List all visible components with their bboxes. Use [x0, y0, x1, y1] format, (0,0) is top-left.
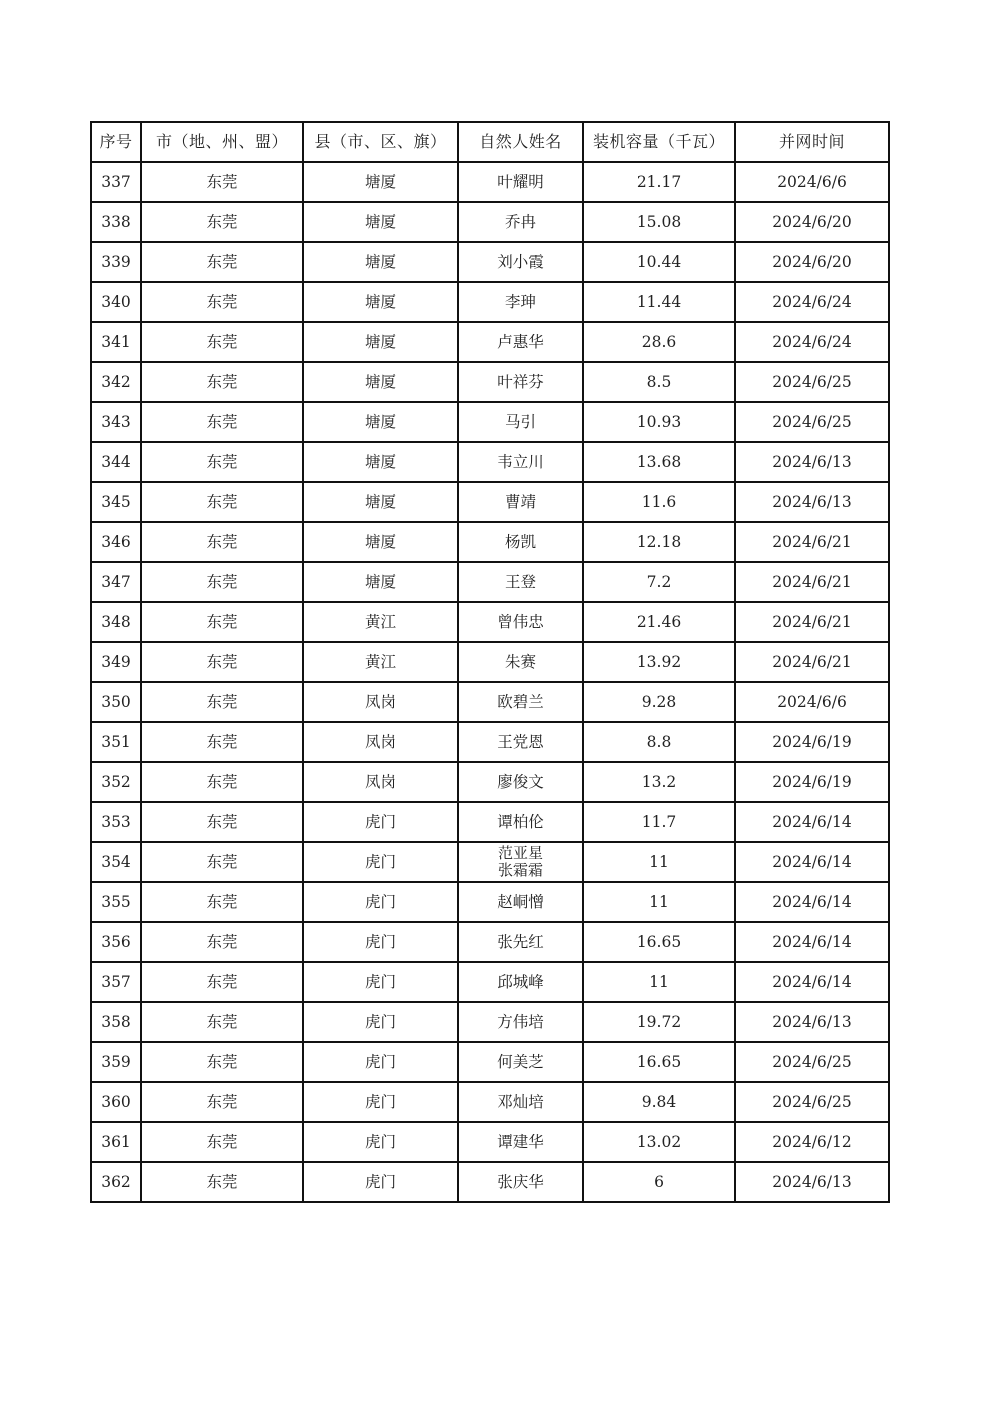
county-cell: 虎门 [303, 802, 458, 842]
county-cell: 虎门 [303, 1122, 458, 1162]
capacity-cell: 12.18 [583, 522, 735, 562]
city-cell: 东莞 [141, 682, 303, 722]
capacity-cell: 13.02 [583, 1122, 735, 1162]
county-cell: 塘厦 [303, 322, 458, 362]
city-cell: 东莞 [141, 442, 303, 482]
capacity-cell: 11 [583, 962, 735, 1002]
county-cell: 虎门 [303, 1082, 458, 1122]
date-cell: 2024/6/21 [735, 602, 889, 642]
grid-connection-table [90, 121, 890, 1203]
capacity-cell: 11 [583, 842, 735, 882]
city-cell: 东莞 [141, 1082, 303, 1122]
person-name-cell: 朱赛 [458, 642, 583, 682]
date-cell: 2024/6/25 [735, 1082, 889, 1122]
serial-number-cell: 346 [91, 522, 141, 562]
table-row [91, 402, 889, 442]
serial-number-cell: 356 [91, 922, 141, 962]
table-row [91, 842, 889, 882]
serial-number-cell: 349 [91, 642, 141, 682]
serial-number-cell: 339 [91, 242, 141, 282]
table-row [91, 442, 889, 482]
header-person-name: 自然人姓名 [458, 122, 583, 162]
table-row [91, 802, 889, 842]
serial-number-cell: 350 [91, 682, 141, 722]
date-cell: 2024/6/25 [735, 402, 889, 442]
person-name-cell: 王登 [458, 562, 583, 602]
table-row [91, 1122, 889, 1162]
capacity-cell: 11 [583, 882, 735, 922]
table-row [91, 922, 889, 962]
person-name-cell: 杨凯 [458, 522, 583, 562]
header-installed-capacity: 装机容量（千瓦） [583, 122, 735, 162]
header-county: 县（市、区、旗） [303, 122, 458, 162]
serial-number-cell: 342 [91, 362, 141, 402]
table-row [91, 322, 889, 362]
table-row [91, 1082, 889, 1122]
date-cell: 2024/6/25 [735, 1042, 889, 1082]
city-cell: 东莞 [141, 242, 303, 282]
county-cell: 黄江 [303, 642, 458, 682]
table-row [91, 1002, 889, 1042]
table-row [91, 682, 889, 722]
person-name-cell: 叶耀明 [458, 162, 583, 202]
date-cell: 2024/6/19 [735, 722, 889, 762]
city-cell: 东莞 [141, 522, 303, 562]
serial-number-cell: 360 [91, 1082, 141, 1122]
city-cell: 东莞 [141, 482, 303, 522]
serial-number-cell: 340 [91, 282, 141, 322]
serial-number-cell: 359 [91, 1042, 141, 1082]
header-city: 市（地、州、盟） [141, 122, 303, 162]
person-name-cell: 邱城峰 [458, 962, 583, 1002]
capacity-cell: 16.65 [583, 1042, 735, 1082]
person-name-cell: 欧碧兰 [458, 682, 583, 722]
table-row [91, 362, 889, 402]
county-cell: 虎门 [303, 842, 458, 882]
county-cell: 塘厦 [303, 562, 458, 602]
county-cell: 凤岗 [303, 682, 458, 722]
serial-number-cell: 338 [91, 202, 141, 242]
person-name-cell: 廖俊文 [458, 762, 583, 802]
county-cell: 塘厦 [303, 362, 458, 402]
table-row [91, 882, 889, 922]
capacity-cell: 8.8 [583, 722, 735, 762]
date-cell: 2024/6/20 [735, 242, 889, 282]
serial-number-cell: 343 [91, 402, 141, 442]
city-cell: 东莞 [141, 642, 303, 682]
city-cell: 东莞 [141, 1042, 303, 1082]
date-cell: 2024/6/13 [735, 1002, 889, 1042]
city-cell: 东莞 [141, 1122, 303, 1162]
city-cell: 东莞 [141, 762, 303, 802]
capacity-cell: 13.2 [583, 762, 735, 802]
serial-number-cell: 361 [91, 1122, 141, 1162]
city-cell: 东莞 [141, 402, 303, 442]
date-cell: 2024/6/21 [735, 522, 889, 562]
city-cell: 东莞 [141, 842, 303, 882]
person-name-cell: 曹靖 [458, 482, 583, 522]
county-cell: 虎门 [303, 922, 458, 962]
city-cell: 东莞 [141, 202, 303, 242]
person-name-cell [458, 842, 583, 882]
county-cell: 塘厦 [303, 442, 458, 482]
capacity-cell: 11.44 [583, 282, 735, 322]
serial-number-cell: 341 [91, 322, 141, 362]
date-cell: 2024/6/14 [735, 962, 889, 1002]
city-cell: 东莞 [141, 1002, 303, 1042]
serial-number-cell: 348 [91, 602, 141, 642]
person-name-cell: 李珅 [458, 282, 583, 322]
date-cell: 2024/6/14 [735, 882, 889, 922]
capacity-cell: 9.28 [583, 682, 735, 722]
capacity-cell: 21.46 [583, 602, 735, 642]
capacity-cell: 28.6 [583, 322, 735, 362]
capacity-cell: 11.7 [583, 802, 735, 842]
capacity-cell: 19.72 [583, 1002, 735, 1042]
capacity-cell: 9.84 [583, 1082, 735, 1122]
table-row [91, 522, 889, 562]
serial-number-cell: 353 [91, 802, 141, 842]
person-name-cell: 方伟培 [458, 1002, 583, 1042]
capacity-cell: 8.5 [583, 362, 735, 402]
serial-number-cell: 345 [91, 482, 141, 522]
serial-number-cell: 358 [91, 1002, 141, 1042]
county-cell: 塘厦 [303, 242, 458, 282]
capacity-cell: 13.92 [583, 642, 735, 682]
county-cell: 凤岗 [303, 762, 458, 802]
city-cell: 东莞 [141, 362, 303, 402]
city-cell: 东莞 [141, 802, 303, 842]
capacity-cell: 21.17 [583, 162, 735, 202]
person-name-cell: 韦立川 [458, 442, 583, 482]
city-cell: 东莞 [141, 1162, 303, 1202]
city-cell: 东莞 [141, 322, 303, 362]
table-row [91, 602, 889, 642]
serial-number-cell: 337 [91, 162, 141, 202]
capacity-cell: 10.44 [583, 242, 735, 282]
table-row [91, 202, 889, 242]
date-cell: 2024/6/14 [735, 802, 889, 842]
capacity-cell: 16.65 [583, 922, 735, 962]
table-row [91, 962, 889, 1002]
person-name-cell: 王党恩 [458, 722, 583, 762]
city-cell: 东莞 [141, 562, 303, 602]
table-row [91, 762, 889, 802]
county-cell: 虎门 [303, 1002, 458, 1042]
county-cell: 虎门 [303, 962, 458, 1002]
county-cell: 塘厦 [303, 522, 458, 562]
person-name-cell: 张庆华 [458, 1162, 583, 1202]
person-name-cell: 叶祥芬 [458, 362, 583, 402]
date-cell: 2024/6/25 [735, 362, 889, 402]
serial-number-cell: 362 [91, 1162, 141, 1202]
person-name-cell: 卢惠华 [458, 322, 583, 362]
county-cell: 虎门 [303, 1042, 458, 1082]
date-cell: 2024/6/14 [735, 922, 889, 962]
date-cell: 2024/6/12 [735, 1122, 889, 1162]
serial-number-cell: 352 [91, 762, 141, 802]
capacity-cell: 7.2 [583, 562, 735, 602]
date-cell: 2024/6/24 [735, 322, 889, 362]
person-name-cell: 邓灿培 [458, 1082, 583, 1122]
county-cell: 凤岗 [303, 722, 458, 762]
table-row [91, 482, 889, 522]
person-name-cell: 谭建华 [458, 1122, 583, 1162]
date-cell: 2024/6/19 [735, 762, 889, 802]
date-cell: 2024/6/14 [735, 842, 889, 882]
header-grid-connection-date: 并网时间 [735, 122, 889, 162]
city-cell: 东莞 [141, 922, 303, 962]
city-cell: 东莞 [141, 882, 303, 922]
serial-number-cell: 357 [91, 962, 141, 1002]
person-name-line: 张霜霜 [497, 861, 543, 879]
city-cell: 东莞 [141, 162, 303, 202]
person-name-cell: 马引 [458, 402, 583, 442]
date-cell: 2024/6/21 [735, 642, 889, 682]
county-cell: 塘厦 [303, 282, 458, 322]
person-name-cell: 乔冉 [458, 202, 583, 242]
serial-number-cell: 344 [91, 442, 141, 482]
date-cell: 2024/6/13 [735, 1162, 889, 1202]
county-cell: 塘厦 [303, 202, 458, 242]
city-cell: 东莞 [141, 602, 303, 642]
date-cell: 2024/6/13 [735, 482, 889, 522]
capacity-cell: 11.6 [583, 482, 735, 522]
date-cell: 2024/6/13 [735, 442, 889, 482]
county-cell: 黄江 [303, 602, 458, 642]
serial-number-cell: 355 [91, 882, 141, 922]
county-cell: 虎门 [303, 882, 458, 922]
person-name-cell: 张先红 [458, 922, 583, 962]
person-name-cell: 曾伟忠 [458, 602, 583, 642]
table-row [91, 162, 889, 202]
person-name-cell: 赵峒憎 [458, 882, 583, 922]
table-row [91, 642, 889, 682]
county-cell: 塘厦 [303, 482, 458, 522]
serial-number-cell: 354 [91, 842, 141, 882]
person-name-line: 范亚星 [497, 843, 543, 862]
serial-number-cell: 351 [91, 722, 141, 762]
date-cell: 2024/6/21 [735, 562, 889, 602]
capacity-cell: 13.68 [583, 442, 735, 482]
serial-number-cell: 347 [91, 562, 141, 602]
table-row [91, 722, 889, 762]
capacity-cell: 10.93 [583, 402, 735, 442]
city-cell: 东莞 [141, 282, 303, 322]
capacity-cell: 15.08 [583, 202, 735, 242]
table-row [91, 562, 889, 602]
city-cell: 东莞 [141, 722, 303, 762]
city-cell: 东莞 [141, 962, 303, 1002]
person-name-cell: 刘小霞 [458, 242, 583, 282]
person-name-cell: 何美芝 [458, 1042, 583, 1082]
person-name-cell: 谭柏伦 [458, 802, 583, 842]
table-row [91, 1162, 889, 1202]
table-body [91, 162, 889, 1202]
table-row [91, 282, 889, 322]
county-cell: 虎门 [303, 1162, 458, 1202]
table-row [91, 242, 889, 282]
table-header-row [91, 122, 889, 162]
date-cell: 2024/6/6 [735, 682, 889, 722]
date-cell: 2024/6/20 [735, 202, 889, 242]
date-cell: 2024/6/6 [735, 162, 889, 202]
county-cell: 塘厦 [303, 162, 458, 202]
date-cell: 2024/6/24 [735, 282, 889, 322]
capacity-cell: 6 [583, 1162, 735, 1202]
county-cell: 塘厦 [303, 402, 458, 442]
header-serial-number: 序号 [91, 122, 141, 162]
table-row [91, 1042, 889, 1082]
